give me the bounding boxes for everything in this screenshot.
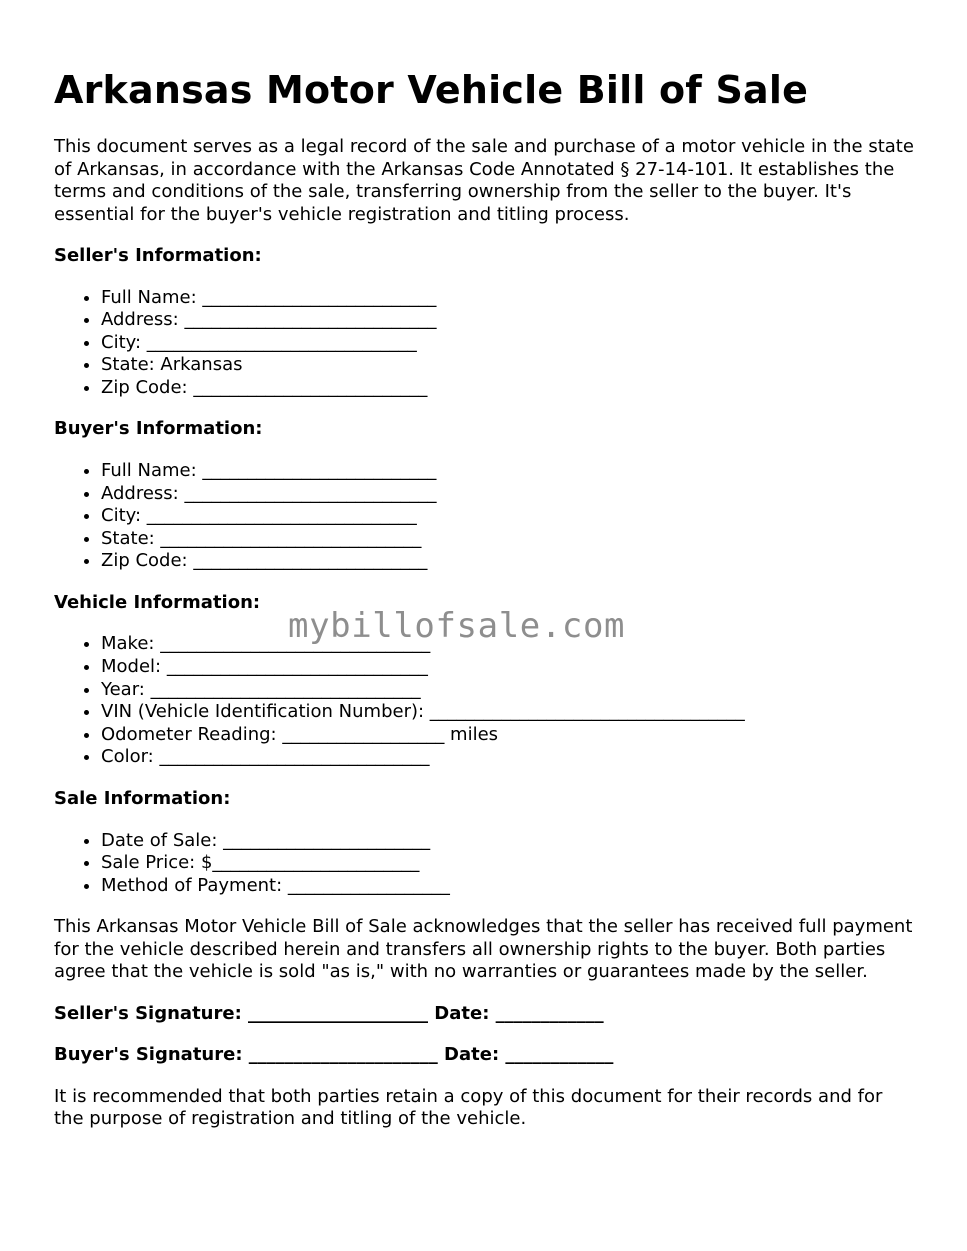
buyer-address-field: • Address: ____________________________ bbox=[101, 483, 914, 506]
vehicle-year-field: • Year: ______________________________ bbox=[101, 679, 914, 702]
recommendation-paragraph: It is recommended that both parties retain a copy of this document for their records and for the purpose of registration and titling of the vehicle. bbox=[54, 1085, 883, 1130]
document-page bbox=[54, 64, 914, 1131]
sale-price-field: • Sale Price: $_______________________ bbox=[101, 852, 914, 875]
vehicle-vin-field: • VIN (Vehicle Identification Number): ___________________________________ bbox=[101, 701, 914, 724]
seller-section-heading: Seller's Information: bbox=[54, 245, 262, 266]
buyer-field-list bbox=[54, 460, 914, 573]
watermark-text: mybillofsale.com bbox=[288, 606, 626, 646]
sale-date-field: • Date of Sale: _______________________ bbox=[101, 830, 914, 853]
acknowledgement-paragraph: This Arkansas Motor Vehicle Bill of Sale acknowledges that the seller has received full payment for the vehicle described herein and transfers all ownership rights to the buyer. Both parties agree that the vehicle is sold "as is," with no warranties or guarantees made by the seller. bbox=[54, 916, 913, 983]
sale-field-list bbox=[54, 830, 914, 898]
vehicle-field-list bbox=[54, 633, 914, 769]
intro-paragraph: This document serves as a legal record of the sale and purchase of a motor vehicle in the state of Arkansas, in accordance with the Arkansas Code Annotated § 27-14-101. It establishes the terms and conditions of the sale, transferring ownership from the seller to the buyer. It's essential for the buyer's vehicle registration and titling process. bbox=[54, 136, 914, 225]
seller-full-name-field: • Full Name: __________________________ bbox=[101, 287, 914, 310]
seller-address-field: • Address: ____________________________ bbox=[101, 309, 914, 332]
buyer-full-name-field: • Full Name: __________________________ bbox=[101, 460, 914, 483]
vehicle-model-field: • Model: _____________________________ bbox=[101, 656, 914, 679]
buyer-signature-line: Buyer's Signature: _____________________ Date: ____________ bbox=[54, 1044, 614, 1066]
sale-section-heading: Sale Information: bbox=[54, 788, 231, 809]
seller-state-field: • State: Arkansas bbox=[101, 354, 914, 377]
buyer-state-field: • State: _____________________________ bbox=[101, 528, 914, 551]
seller-city-field: • City: ______________________________ bbox=[101, 332, 914, 355]
seller-zip-field: • Zip Code: __________________________ bbox=[101, 377, 914, 400]
document-title: Arkansas Motor Vehicle Bill of Sale bbox=[54, 68, 809, 112]
vehicle-section-heading: Vehicle Information: bbox=[54, 591, 261, 613]
buyer-zip-field: • Zip Code: __________________________ bbox=[101, 550, 914, 573]
seller-signature-line: Seller's Signature: ____________________ Date: ____________ bbox=[54, 1002, 604, 1024]
vehicle-color-field: • Color: ______________________________ bbox=[101, 746, 914, 769]
vehicle-make-field: • Make: ______________________________ bbox=[101, 633, 914, 656]
payment-method-field: • Method of Payment: __________________ bbox=[101, 875, 914, 898]
seller-field-list bbox=[54, 287, 914, 400]
buyer-section-heading: Buyer's Information: bbox=[54, 418, 263, 440]
buyer-city-field: • City: ______________________________ bbox=[101, 505, 914, 528]
vehicle-odometer-field: • Odometer Reading: __________________ miles bbox=[101, 724, 914, 747]
